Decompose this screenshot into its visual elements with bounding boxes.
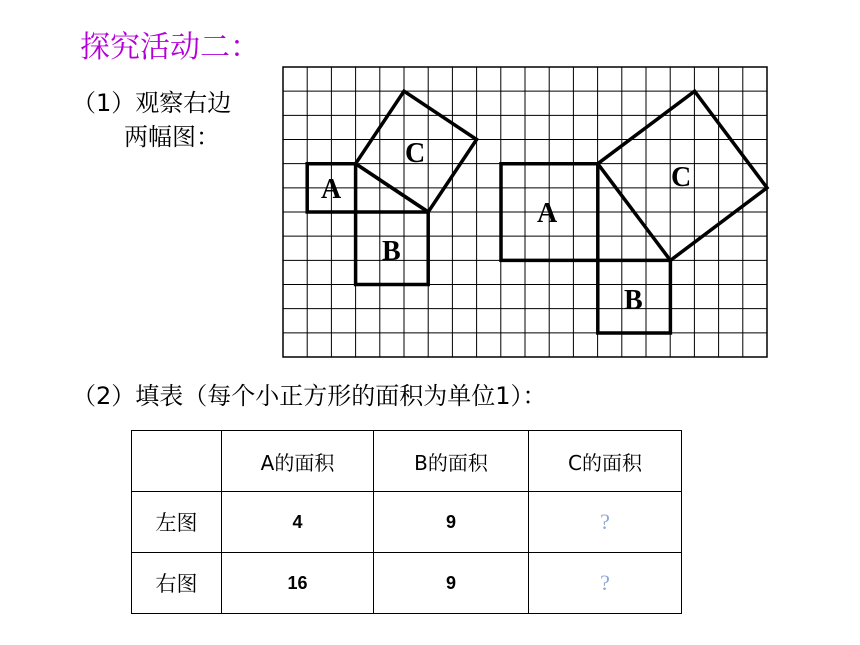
header-c-area: C的面积 xyxy=(529,431,682,492)
left-a-area: 4 xyxy=(222,492,374,553)
header-b-area: B的面积 xyxy=(374,431,529,492)
right-label-a: A xyxy=(537,198,558,229)
right-c-area[interactable]: ? xyxy=(529,553,682,614)
left-label-b: B xyxy=(382,236,401,267)
row-label-left: 左图 xyxy=(132,492,222,553)
header-a-area: A的面积 xyxy=(222,431,374,492)
table-row xyxy=(132,553,682,614)
right-label-b: B xyxy=(624,285,643,316)
area-table xyxy=(131,430,682,614)
activity-title: 探究活动二： xyxy=(80,30,260,65)
header-empty-cell xyxy=(132,431,222,492)
left-label-a: A xyxy=(321,174,342,205)
row-label-right: 右图 xyxy=(132,553,222,614)
fill-table-instruction: （2）填表（每个小正方形的面积为单位1）： xyxy=(72,382,547,410)
observe-line-1: （1）观察右边 xyxy=(72,89,232,117)
right-b-area: 9 xyxy=(374,553,529,614)
right-a-area: 16 xyxy=(222,553,374,614)
left-label-c: C xyxy=(405,138,426,169)
right-label-c: C xyxy=(671,162,692,193)
table-row xyxy=(132,492,682,553)
observe-line-2: 两幅图： xyxy=(124,123,220,151)
table-header-row xyxy=(132,431,682,492)
left-c-area[interactable]: ? xyxy=(529,492,682,553)
left-b-area: 9 xyxy=(374,492,529,553)
